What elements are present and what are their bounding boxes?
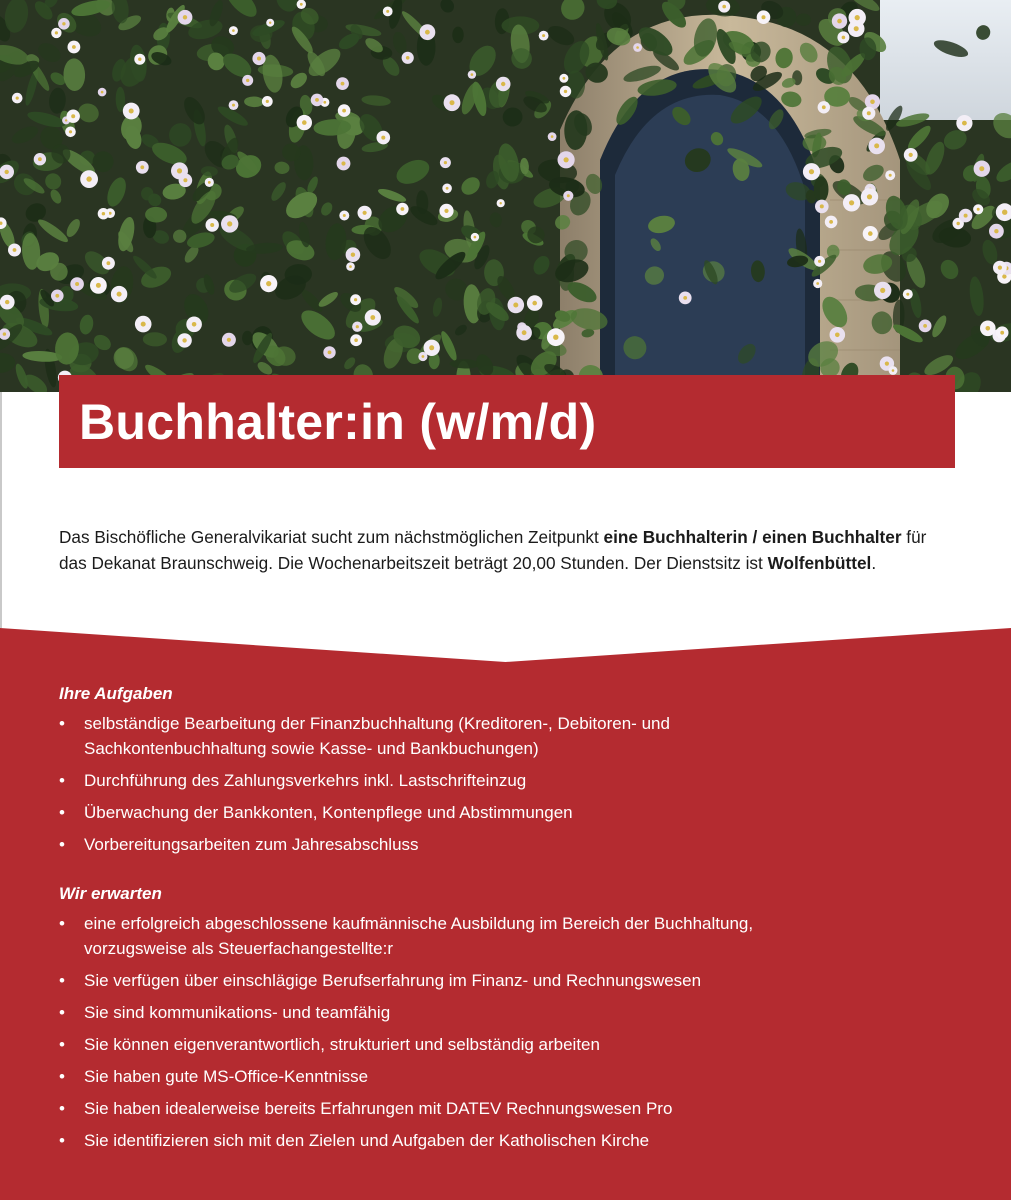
list-item [59, 711, 959, 761]
rose-blossom [508, 297, 525, 314]
rose-blossom [439, 204, 453, 218]
intro-bold-location: Wolfenbüttel [767, 553, 872, 574]
list-item [59, 768, 959, 793]
intro-text-2: für das Dekanat Braunschweig. Die Wochenarbeitszeit beträgt 20,00 Stunden. Der Dienstsitz ist [59, 527, 927, 574]
rose-blossom [559, 74, 568, 83]
rose-blossom [868, 138, 885, 155]
bullet-icon: • [59, 803, 65, 822]
bullet-icon: • [59, 1067, 65, 1086]
rose-blossom [98, 208, 109, 219]
rose-blossom [444, 94, 461, 111]
rose-blossom [350, 294, 361, 305]
list-item [59, 832, 959, 857]
rose-blossom [297, 115, 312, 130]
rose-blossom [418, 352, 427, 361]
rose-blossom [352, 322, 362, 332]
rose-blossom [919, 320, 932, 333]
requirements-heading: Wir erwarten [59, 884, 162, 903]
rose-blossom [496, 77, 511, 92]
rose-blossom [70, 277, 84, 291]
rose-blossom [134, 54, 145, 65]
rose-blossom [442, 184, 452, 194]
rose-blossom [58, 18, 70, 30]
bullet-icon: • [59, 1099, 65, 1118]
bullet-icon: • [59, 1131, 65, 1150]
rose-blossom [242, 75, 253, 86]
rose-blossom [12, 93, 23, 104]
bullet-icon: • [59, 714, 65, 733]
bullet-icon: • [59, 971, 65, 990]
rose-blossom [178, 10, 193, 25]
rose-blossom [547, 328, 565, 346]
rose-blossom [396, 203, 408, 215]
rose-blossom [383, 6, 393, 16]
rose-blossom [718, 1, 730, 13]
hero-image [0, 0, 1011, 392]
rose-blossom [186, 317, 202, 333]
leaf-shape [452, 27, 463, 44]
rose-blossom [803, 163, 820, 180]
list-item-text: eine erfolgreich abgeschlossene kaufmännische Ausbildung im Bereich der Buchhaltung, [84, 914, 754, 933]
rose-blossom [68, 41, 81, 54]
bullet-icon: • [59, 1035, 65, 1054]
list-item-text: Sie verfügen über einschlägige Berufserfahrung im Finanz- und Rechnungswesen [84, 971, 702, 990]
rose-blossom [862, 107, 875, 120]
bullet-icon: • [59, 914, 65, 933]
rose-blossom [815, 200, 829, 214]
rose-blossom [339, 211, 349, 221]
intro-text-3: . [871, 553, 877, 574]
rose-blossom [497, 199, 505, 207]
rose-blossom [679, 292, 692, 305]
rose-blossom [539, 31, 549, 41]
rose-blossom [377, 131, 391, 145]
rose-blossom [266, 19, 274, 27]
rose-blossom [830, 327, 846, 343]
rose-blossom [440, 157, 451, 168]
list-item [59, 800, 959, 825]
rose-blossom [973, 204, 983, 214]
list-item [59, 1096, 959, 1121]
rose-blossom [527, 295, 543, 311]
rose-blossom [818, 101, 830, 113]
rose-blossom [0, 165, 14, 180]
rose-blossom [51, 28, 61, 38]
list-item-text: Überwachung der Bankkonten, Kontenpflege und Abstimmungen [84, 803, 573, 822]
rose-blossom [171, 162, 188, 179]
rose-blossom [996, 326, 1009, 339]
page-title: Buchhalter:in (w/m/d) [79, 393, 597, 450]
rose-blossom [863, 226, 878, 241]
rose-photo-illustration [0, 0, 1011, 392]
rose-blossom [102, 257, 115, 270]
rose-blossom [80, 170, 98, 188]
rose-blossom [111, 286, 127, 302]
rose-blossom [814, 256, 825, 267]
rose-blossom [358, 206, 372, 220]
rose-blossom [516, 325, 532, 341]
rose-blossom [297, 0, 306, 9]
rose-blossom [885, 170, 895, 180]
rose-blossom [336, 77, 349, 90]
rose-blossom [956, 115, 972, 131]
rose-blossom [262, 96, 273, 107]
rose-blossom [837, 31, 849, 43]
requirements-section [59, 884, 959, 1160]
list-item [59, 1000, 959, 1025]
rose-blossom [8, 244, 21, 257]
rose-blossom [420, 24, 436, 40]
rose-blossom [843, 194, 860, 211]
list-item-text: Sie haben idealerweise bereits Erfahrungen mit DATEV Rechnungswesen Pro [84, 1099, 673, 1118]
rose-blossom [0, 295, 15, 310]
list-item-text: Sie können eigenverantwortlich, strukturiert und selbständig arbeiten [84, 1035, 600, 1054]
list-item [59, 911, 959, 961]
rose-blossom [206, 218, 219, 231]
rose-blossom [989, 224, 1004, 239]
list-item-text: vorzugsweise als Steuerfachangestellte:r [84, 939, 393, 958]
rose-blossom [123, 103, 140, 120]
list-item-text: selbständige Bearbeitung der Finanzbuchhaltung (Kreditoren-, Debitoren- und [84, 714, 670, 733]
rose-blossom [67, 110, 80, 123]
rose-blossom [338, 104, 351, 117]
rose-blossom [813, 279, 822, 288]
list-item-text: Durchführung des Zahlungsverkehrs inkl. Lastschrifteinzug [84, 771, 527, 790]
rose-blossom [974, 161, 990, 177]
list-item [59, 1128, 959, 1153]
intro-text-1: Das Bischöfliche Generalvikariat sucht zum nächstmöglichen Zeitpunkt [59, 527, 604, 548]
rose-blossom [548, 132, 557, 141]
list-item-text: Vorbereitungsarbeiten zum Jahresabschluss [84, 835, 419, 854]
rose-blossom [205, 178, 214, 187]
tasks-section [59, 684, 959, 864]
bullet-icon: • [59, 771, 65, 790]
rose-blossom [471, 233, 479, 241]
rose-blossom [558, 151, 575, 168]
rose-blossom [848, 20, 865, 37]
rose-blossom [346, 262, 355, 271]
rose-blossom [135, 316, 152, 333]
rose-blossom [832, 13, 847, 28]
rose-blossom [560, 86, 571, 97]
page-left-border [0, 392, 2, 628]
rose-blossom [825, 216, 838, 229]
rose-blossom [468, 70, 476, 78]
rose-blossom [252, 52, 265, 65]
list-item [59, 968, 959, 993]
rose-blossom [959, 209, 973, 223]
rose-blossom [98, 88, 107, 97]
tasks-list [59, 711, 959, 857]
rose-blossom [874, 282, 891, 299]
leaf-shape [814, 176, 829, 202]
intro-paragraph [59, 524, 939, 576]
rose-blossom [563, 191, 573, 201]
rose-blossom [90, 277, 107, 294]
rose-blossom [34, 153, 46, 165]
rose-blossom [903, 289, 913, 299]
rose-blossom [136, 161, 149, 174]
rose-blossom [260, 275, 277, 292]
bullet-icon: • [59, 1003, 65, 1022]
list-item-text: Sie haben gute MS-Office-Kenntnisse [84, 1067, 369, 1086]
rose-blossom [904, 148, 918, 162]
rose-blossom [889, 366, 898, 375]
rose-blossom [757, 10, 771, 24]
list-item-text: Sie identifizieren sich mit den Zielen und Aufgaben der Katholischen Kirche [84, 1131, 650, 1150]
list-item-text: Sachkontenbuchhaltung sowie Kasse- und Bankbuchungen) [84, 739, 539, 758]
list-item [59, 1032, 959, 1057]
rose-blossom [229, 26, 238, 35]
rose-blossom [51, 290, 64, 303]
intro-bold-position: eine Buchhalterin / einen Buchhalter [603, 527, 902, 548]
rose-blossom [993, 261, 1007, 275]
rose-blossom [633, 43, 642, 52]
rose-blossom [861, 188, 878, 205]
rose-blossom [402, 52, 414, 64]
rose-blossom [222, 333, 236, 347]
bullet-icon: • [59, 835, 65, 854]
list-item [59, 1064, 959, 1089]
rose-blossom [177, 333, 191, 347]
rose-blossom [350, 334, 362, 346]
requirements-list [59, 911, 959, 1153]
leaf-shape [242, 331, 253, 345]
rose-blossom [221, 215, 238, 232]
list-item-text: Sie sind kommunikations- und teamfähig [84, 1003, 391, 1022]
rose-blossom [65, 127, 76, 138]
rose-blossom [337, 157, 351, 171]
title-banner [59, 375, 955, 468]
rose-blossom [346, 247, 361, 262]
rose-blossom [980, 321, 996, 337]
rose-blossom [365, 309, 381, 325]
rose-blossom [323, 346, 335, 358]
rose-blossom [229, 100, 239, 110]
tasks-heading: Ihre Aufgaben [59, 684, 173, 703]
rose-blossom [311, 94, 324, 107]
